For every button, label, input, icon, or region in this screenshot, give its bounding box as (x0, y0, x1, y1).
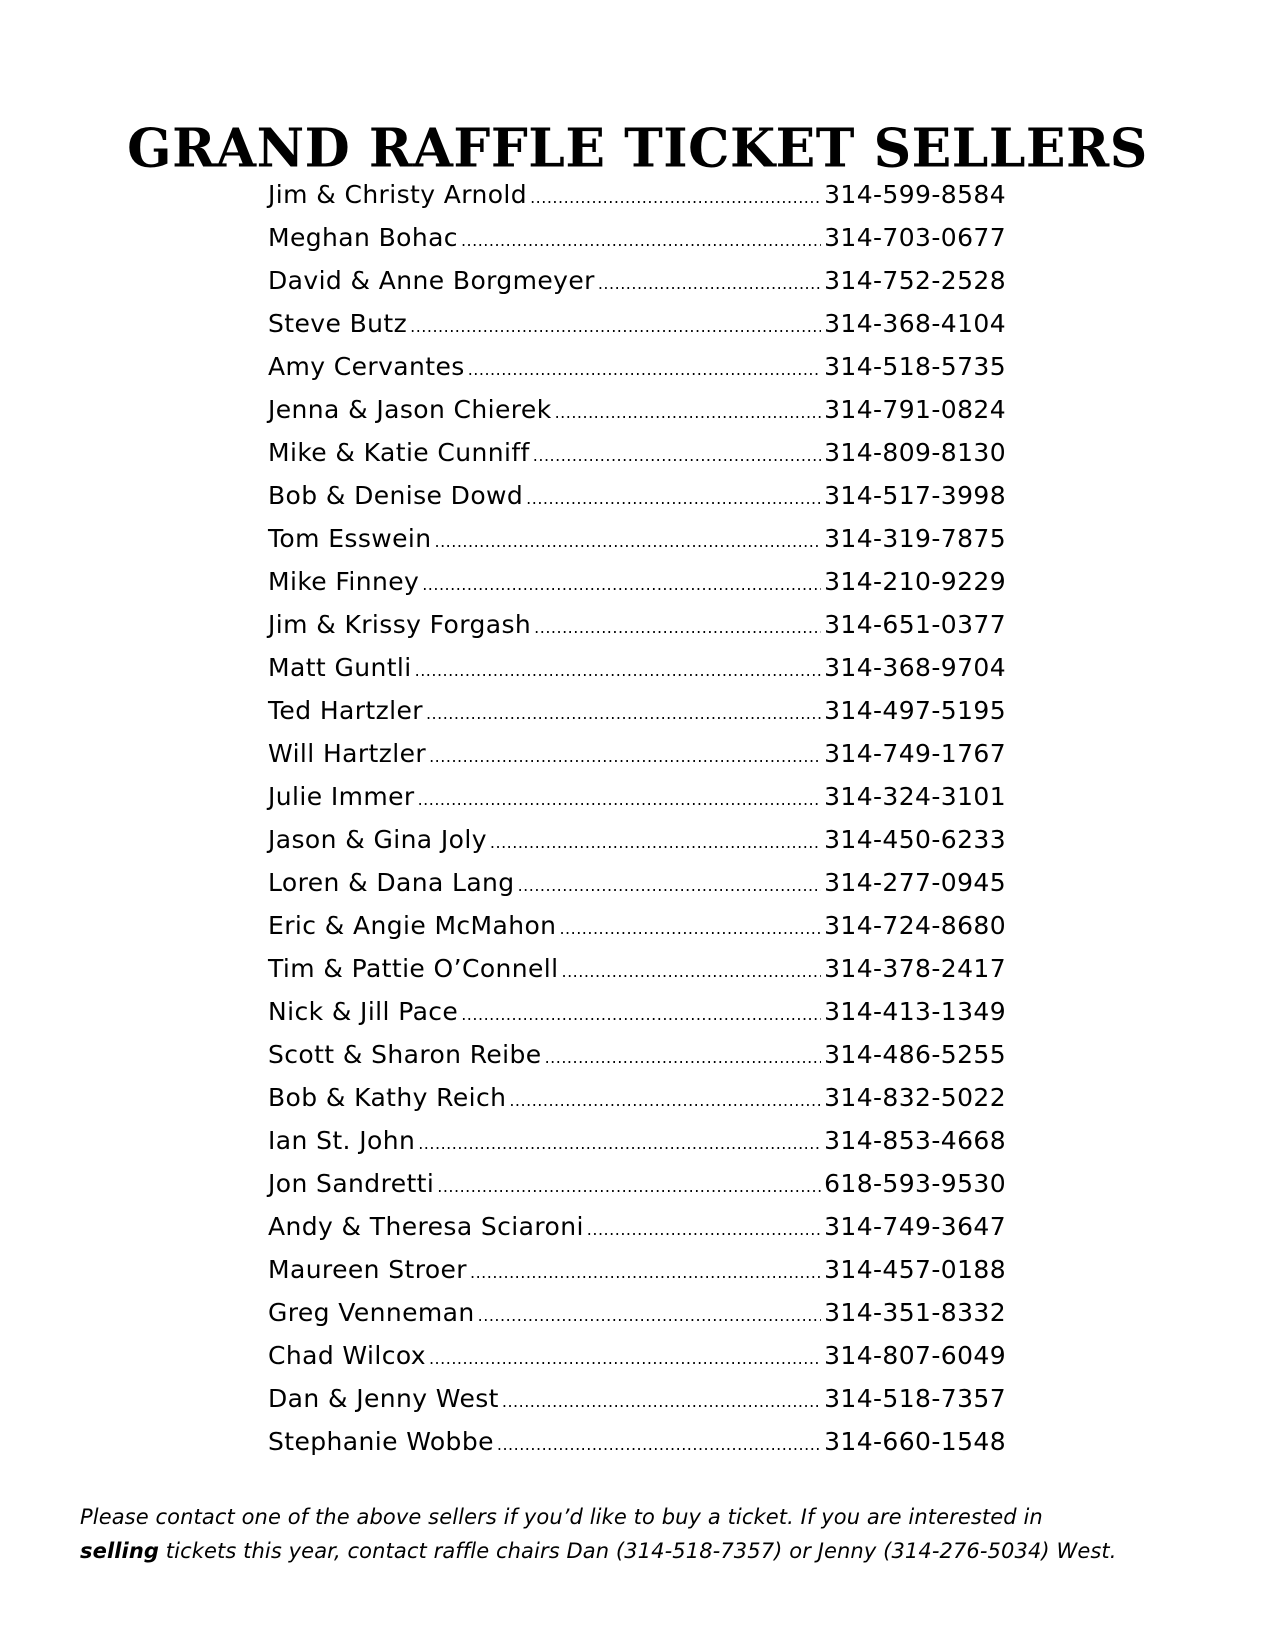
seller-phone: 314-749-1767 (824, 739, 1006, 768)
list-item (268, 266, 1006, 309)
seller-name: Amy Cervantes (268, 352, 465, 381)
dot-leader (434, 532, 821, 551)
dot-leader (461, 231, 821, 250)
seller-phone: 314-518-7357 (824, 1384, 1006, 1413)
seller-phone: 314-599-8584 (824, 180, 1006, 209)
dot-leader (598, 274, 821, 293)
dot-leader (518, 876, 822, 895)
seller-phone: 314-660-1548 (824, 1427, 1006, 1456)
seller-phone: 314-809-8130 (824, 438, 1006, 467)
seller-name: Dan & Jenny West (268, 1384, 499, 1413)
dot-leader (426, 704, 821, 723)
list-item (268, 1083, 1006, 1126)
seller-list (268, 180, 1006, 1470)
list-item (268, 1341, 1006, 1384)
dot-leader (429, 1349, 821, 1368)
seller-name: Jenna & Jason Chierek (268, 395, 552, 424)
seller-phone: 314-277-0945 (824, 868, 1006, 897)
list-item (268, 1040, 1006, 1083)
seller-phone: 314-651-0377 (824, 610, 1006, 639)
seller-name: Tom Esswein (268, 524, 432, 553)
dot-leader (502, 1392, 821, 1411)
list-item (268, 825, 1006, 868)
footer-note (80, 1500, 1210, 1568)
list-item (268, 653, 1006, 696)
dot-leader (418, 790, 822, 809)
seller-name: Nick & Jill Pace (268, 997, 459, 1026)
dot-leader (415, 661, 821, 680)
seller-name: Maureen Stroer (268, 1255, 467, 1284)
seller-name: Mike Finney (268, 567, 420, 596)
seller-name: Scott & Sharon Reibe (268, 1040, 542, 1069)
list-item (268, 954, 1006, 997)
list-item (268, 524, 1006, 567)
list-item (268, 911, 1006, 954)
list-item (268, 481, 1006, 524)
dot-leader (437, 1177, 821, 1196)
list-item (268, 1212, 1006, 1255)
seller-phone: 314-413-1349 (824, 997, 1006, 1026)
dot-leader (497, 1435, 821, 1454)
seller-name: Will Hartzler (268, 739, 427, 768)
seller-name: Chad Wilcox (268, 1341, 426, 1370)
list-item (268, 352, 1006, 395)
seller-phone: 314-368-4104 (824, 309, 1006, 338)
seller-phone: 314-703-0677 (824, 223, 1006, 252)
dot-leader (545, 1048, 822, 1067)
dot-leader (561, 962, 821, 981)
list-item (268, 868, 1006, 911)
list-item (268, 610, 1006, 653)
list-item (268, 309, 1006, 352)
seller-phone: 618-593-9530 (824, 1169, 1006, 1198)
seller-phone: 314-518-5735 (824, 352, 1006, 381)
seller-name: Jon Sandretti (268, 1169, 435, 1198)
seller-phone: 314-450-6233 (824, 825, 1006, 854)
dot-leader (526, 489, 821, 508)
dot-leader (490, 833, 821, 852)
seller-phone: 314-791-0824 (824, 395, 1006, 424)
list-item (268, 180, 1006, 223)
seller-phone: 314-832-5022 (824, 1083, 1006, 1112)
dot-leader (534, 618, 821, 637)
dot-leader (533, 446, 821, 465)
seller-name: Jim & Krissy Forgash (268, 610, 532, 639)
seller-name: Andy & Theresa Sciaroni (268, 1212, 584, 1241)
list-item (268, 438, 1006, 481)
dot-leader (468, 360, 821, 379)
dot-leader (509, 1091, 821, 1110)
seller-phone: 314-486-5255 (824, 1040, 1006, 1069)
dot-leader (418, 1134, 821, 1153)
seller-phone: 314-752-2528 (824, 266, 1006, 295)
seller-name: Matt Guntli (268, 653, 412, 682)
seller-phone: 314-210-9229 (824, 567, 1006, 596)
seller-name: Ted Hartzler (268, 696, 423, 725)
seller-phone: 314-807-6049 (824, 1341, 1006, 1370)
list-item (268, 1298, 1006, 1341)
list-item (268, 782, 1006, 825)
seller-phone: 314-378-2417 (824, 954, 1006, 983)
dot-leader (555, 403, 822, 422)
seller-name: Jim & Christy Arnold (268, 180, 528, 209)
dot-leader (461, 1005, 821, 1024)
list-item (268, 997, 1006, 1040)
dot-leader (587, 1220, 821, 1239)
seller-name: Stephanie Wobbe (268, 1427, 494, 1456)
dot-leader (530, 188, 821, 207)
seller-phone: 314-351-8332 (824, 1298, 1006, 1327)
list-item (268, 223, 1006, 266)
list-item (268, 395, 1006, 438)
dot-leader (559, 919, 821, 938)
seller-phone: 314-517-3998 (824, 481, 1006, 510)
seller-phone: 314-457-0188 (824, 1255, 1006, 1284)
seller-phone: 314-324-3101 (824, 782, 1006, 811)
list-item (268, 1126, 1006, 1169)
seller-name: Loren & Dana Lang (268, 868, 515, 897)
dot-leader (422, 575, 821, 594)
page-title: GRAND RAFFLE TICKET SELLERS (127, 117, 1148, 180)
list-item (268, 1427, 1006, 1470)
dot-leader (478, 1306, 821, 1325)
seller-name: Tim & Pattie O’Connell (268, 954, 559, 983)
seller-name: Steve Butz (268, 309, 408, 338)
footer-line-1: Please contact one of the above sellers if you’d like to buy a ticket. If you are interested in (80, 1505, 1043, 1529)
footer-line-2: tickets this year, contact raffle chairs Dan (314-518-7357) or Jenny (314-276-5034) West. (159, 1539, 1117, 1563)
list-item (268, 567, 1006, 610)
seller-name: Mike & Katie Cunniff (268, 438, 530, 467)
dot-leader (429, 747, 821, 766)
seller-phone: 314-724-8680 (824, 911, 1006, 940)
dot-leader (470, 1263, 821, 1282)
list-item (268, 1255, 1006, 1298)
footer-emphasis: selling (80, 1539, 160, 1563)
seller-phone: 314-497-5195 (824, 696, 1006, 725)
list-item (268, 739, 1006, 782)
seller-name: Meghan Bohac (268, 223, 458, 252)
seller-name: Jason & Gina Joly (268, 825, 487, 854)
seller-name: David & Anne Borgmeyer (268, 266, 595, 295)
list-item (268, 1169, 1006, 1212)
seller-phone: 314-749-3647 (824, 1212, 1006, 1241)
seller-phone: 314-368-9704 (824, 653, 1006, 682)
seller-name: Bob & Kathy Reich (268, 1083, 507, 1112)
seller-name: Julie Immer (268, 782, 415, 811)
seller-name: Greg Venneman (268, 1298, 475, 1327)
seller-phone: 314-853-4668 (824, 1126, 1006, 1155)
list-item (268, 696, 1006, 739)
seller-phone: 314-319-7875 (824, 524, 1006, 553)
seller-name: Eric & Angie McMahon (268, 911, 557, 940)
seller-name: Ian St. John (268, 1126, 416, 1155)
seller-name: Bob & Denise Dowd (268, 481, 524, 510)
list-item (268, 1384, 1006, 1427)
dot-leader (410, 317, 821, 336)
